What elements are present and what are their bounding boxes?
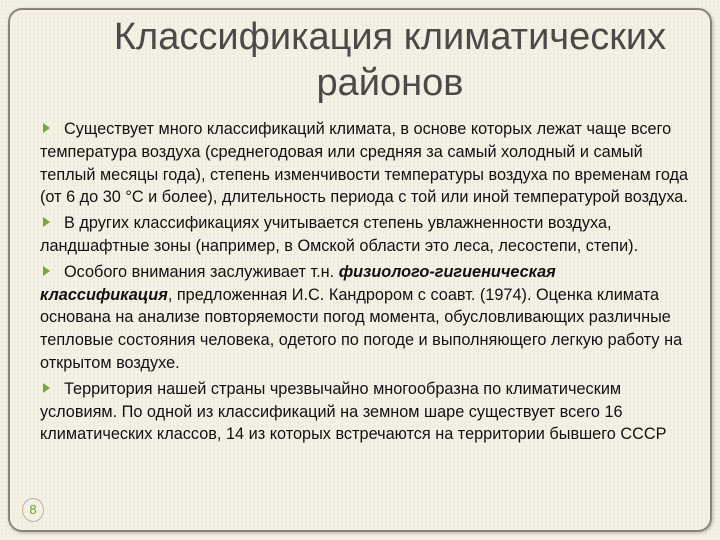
paragraph-text: В других классификациях учитывается степень увлажненности воздуха, ландшафтные зоны (например, в Омской области это леса, лесостепи, степи). bbox=[40, 214, 639, 255]
bullet-arrow-icon bbox=[43, 217, 50, 227]
paragraph-suffix: , предложенная И.С. Кандрором с соавт. (1974). Оценка климата основана на анализе повторяемости погод момента, обусловливающих различные тепловые состояния человека, одетого по погоде и выполняющего легкую работу на открытом воздухе. bbox=[40, 285, 683, 372]
page-number: 8 bbox=[22, 498, 44, 522]
bullet-paragraph-4 bbox=[40, 378, 690, 446]
paragraph-prefix: Особого внимания заслуживает т.н. bbox=[64, 262, 339, 281]
emphasized-term: физиолого-гигиеническая классификация bbox=[40, 262, 556, 304]
slide-body bbox=[40, 118, 690, 449]
paragraph-text: Существует много классификаций климата, в основе которых лежат чаще всего температура воздуха (среднегодовая или средняя за самый холодный и самый теплый месяцы года), степень изменчивости температуры воздуха по временам года (от 6 до 30 °С и более), длительность периода с той или иной температурой воздуха. bbox=[40, 120, 689, 207]
bullet-paragraph-1 bbox=[40, 118, 690, 209]
bullet-arrow-icon bbox=[43, 123, 50, 133]
bullet-arrow-icon bbox=[43, 383, 50, 393]
title-line-1: Классификация климатических bbox=[113, 16, 667, 58]
title-line-2: районов bbox=[316, 62, 464, 104]
slide-title bbox=[60, 14, 720, 106]
bullet-paragraph-3 bbox=[40, 261, 690, 375]
bullet-paragraph-2 bbox=[40, 212, 690, 258]
paragraph-text: Территория нашей страны чрезвычайно многообразна по климатическим условиям. По одной из классификаций на земном шаре существует всего 16 климатических классов, 14 из которых встречаются на территории бывшего СССР bbox=[40, 379, 667, 444]
bullet-arrow-icon bbox=[43, 266, 50, 276]
